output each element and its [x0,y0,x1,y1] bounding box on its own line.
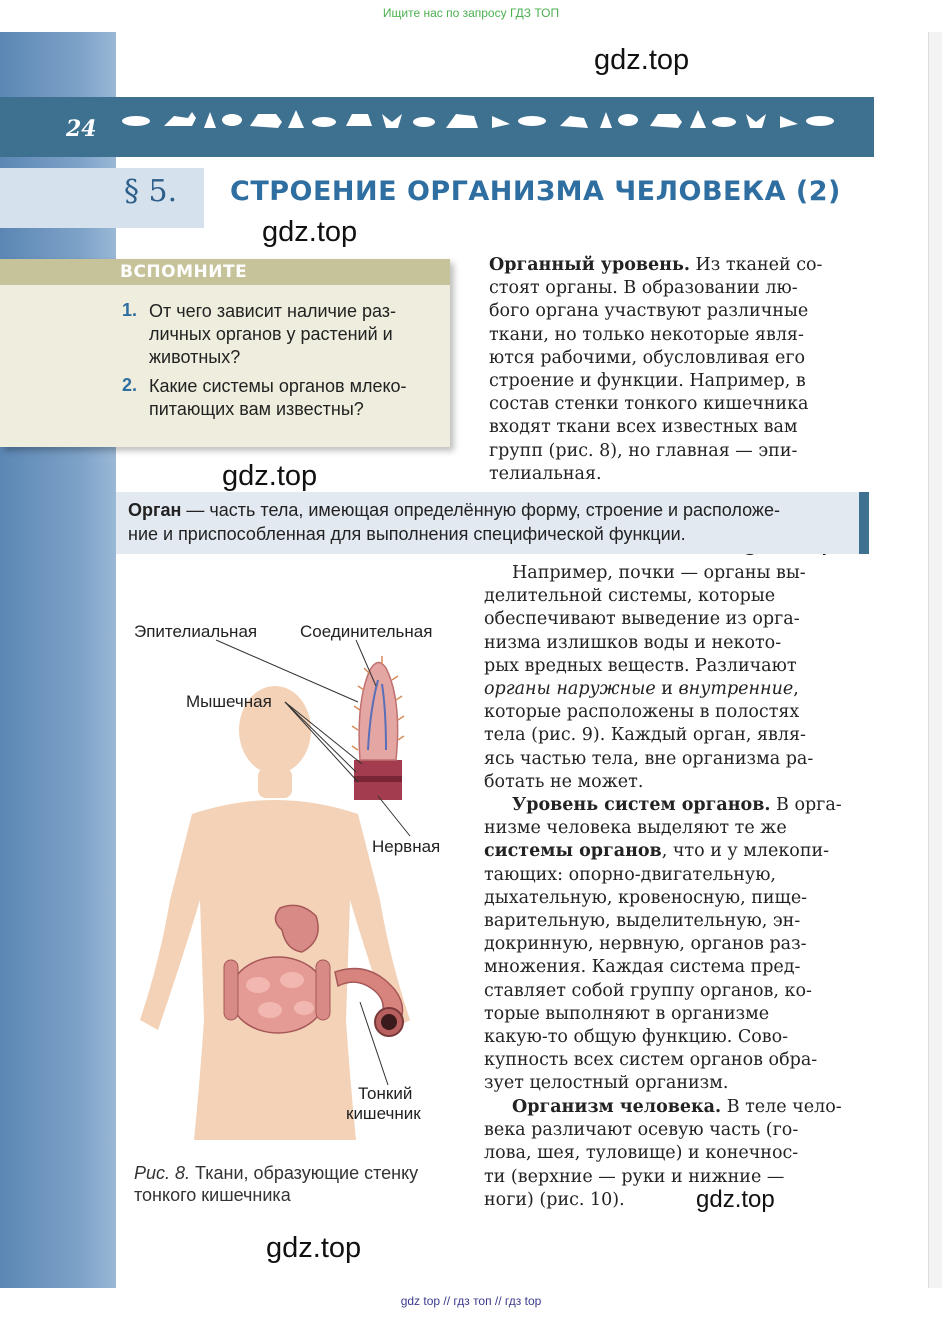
definition-text: Орган — часть тела, имеющая определённую форму, строение и расположе- ние и приспособленная для выполнения специфической функции. [128,500,780,544]
watermark: gdz.top [696,1186,775,1213]
animal-silhouettes-icon [120,104,840,138]
label-nervous: Нервная [372,837,441,856]
recall-label: ВСПОМНИТЕ [120,262,248,282]
question-number: 1. [122,300,138,320]
section-number: § 5. [124,174,178,209]
paragraph-kidneys: Например, почки — органы вы- делительной системы, которые обеспечивают выведение из орга- низма излишков воды и некото- рых вредных веществ. Различают органы наружные и внутренние, которые расположены в полостях тела (рис. 9). Каждый орган, явля- ясь частью тела, вне организма ра- ботать не может. [484,563,814,792]
figure-caption: Рис. 8. Ткани, образующие стенку тонкого кишечника [134,1163,419,1205]
page-number: 24 [66,116,97,142]
watermark: gdz.top [266,1232,362,1264]
label-intestine: кишечник [346,1104,421,1123]
question-number: 2. [122,375,138,395]
definition-accent-bar [859,492,869,554]
top-note: Ищите нас по запросу ГДЗ ТОП [382,6,560,20]
paragraph-human-organism: Организм человека. В теле чело- века различают осевую часть (го- лова, шея, туловище) и конечнос- ти (верхние — руки и нижние — ноги) (рис. 10). [484,1097,842,1210]
label-epithelial: Эпителиальная [134,622,258,641]
watermark: gdz.top [222,460,318,492]
label-connective: Соединительная [300,622,433,641]
watermark: gdz.top [594,44,690,76]
question-text: От чего зависит наличие раз- личных органов у растений и животных? [149,301,397,367]
villus-icon [352,656,404,800]
question-text: Какие системы органов млеко- питающих вам известны? [149,376,407,419]
label-muscular: Мышечная [186,692,272,711]
label-intestine: Тонкий [358,1084,413,1103]
bottom-note: gdz top // гдз топ // гдз top [400,1294,542,1308]
figure-8-illustration [120,600,470,1140]
paragraph-organ-level: Органный уровень. Из тканей со- стоят органы. В образовании лю- бого органа участвуют различные ткани, но только некоторые явля- ются рабочими, обусловливая его строение и функции. Например, в состав стенки тонкого кишечника входят ткани всех известных вам групп (рис. 8), но главная — эпи- телиальная. [489,255,823,484]
watermark: gdz.top [262,216,358,248]
paragraph-organ-systems: Уровень систем органов. В орга- низме человека выделяют те же системы органов, что и у млекопи- тающих: опорно-двигательную, дыхательную, кровеносную, пище- варительную, выделительную, эн- докринную, нервную, органов раз- множения. Каждая система пред- ставляет собой группу органов, ко- торые выполняют в организме какую-то общую функцию. Сово- купность всех систем органов обра- зует целостный организм. [484,795,842,1094]
section-title: СТРОЕНИЕ ОРГАНИЗМА ЧЕЛОВЕКА (2) [230,176,841,207]
page-edge [928,32,942,1288]
